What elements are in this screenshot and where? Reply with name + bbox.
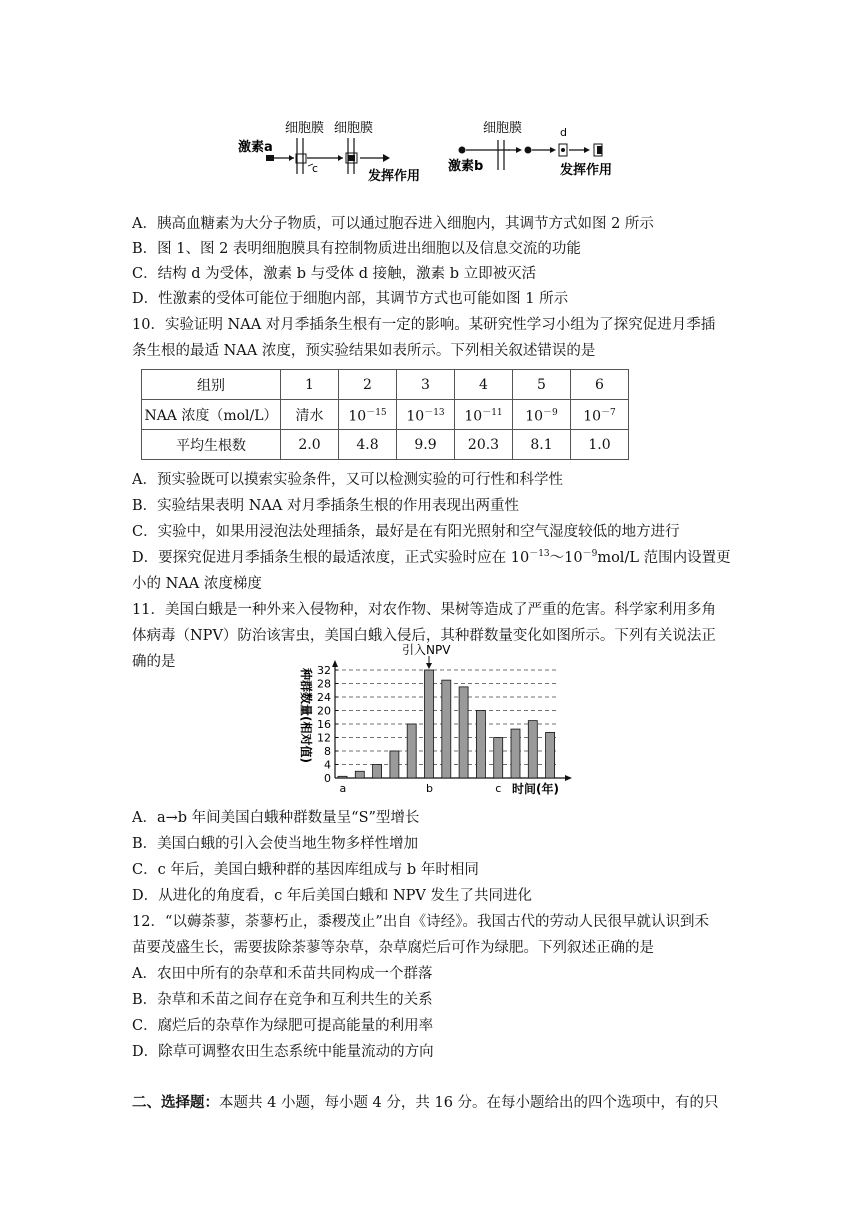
q10-option-d: D．要探究促进月季插条生根的最适浓度，正式实验时应在 $10^{-13}\sim 10^{-9}mol/L$ 范围内设置更 <box>132 549 731 566</box>
conc-cell: $10^{-9}$ <box>513 400 571 430</box>
bar <box>476 711 485 779</box>
x-mark-label: c <box>495 782 502 795</box>
hormone-a-shape <box>266 155 274 161</box>
roots-cell: 2.0 <box>281 430 339 460</box>
table-row <box>142 400 629 430</box>
q12-stem-line-2: 苗要茂盛生长，需要拔除荼蓼等杂草，杂草腐烂后可作为绿肥。下列叙述正确的是 <box>132 940 654 956</box>
roots-cell: 8.1 <box>513 430 571 460</box>
fig1-c-label: c <box>312 162 319 175</box>
fig1-membrane-label-1: 细胞膜 <box>285 121 325 136</box>
q12-stem-line-1: 12．“以薅荼蓼，荼蓼朽止，黍稷茂止”出自《诗经》。我国古代的劳动人民很早就认识到禾 <box>132 914 710 930</box>
group-cell: 4 <box>455 370 513 400</box>
y-tick-label: 0 <box>324 772 331 785</box>
conc-cell: 清水 <box>281 400 339 430</box>
q11-option-a: A．a→b 年间美国白蛾种群数量呈“S”型增长 <box>132 810 420 826</box>
table-row <box>142 430 629 460</box>
y-tick-label: 32 <box>317 664 331 677</box>
fig1-hormone-label: 激素a <box>238 140 273 155</box>
q10-option-d-line-2: 小的 NAA 浓度梯度 <box>132 576 262 592</box>
fig1-effect-label: 发挥作用 <box>368 169 421 184</box>
q12-option-d: D．除草可调整农田生态系统中能量流动的方向 <box>132 1044 434 1060</box>
fig2-membrane-label: 细胞膜 <box>483 121 523 136</box>
row-header-group: 组别 <box>142 370 281 400</box>
x-mark-label: a <box>339 782 347 795</box>
y-tick-label: 20 <box>317 704 331 718</box>
q9-option-d: D．性激素的受体可能位于细胞内部，其调节方式也可能如图 1 所示 <box>132 291 569 307</box>
q12-option-a: A．农田中所有的杂草和禾苗共同构成一个群落 <box>132 966 433 982</box>
q10-option-b: B．实验结果表明 NAA 对月季插条生根的作用表现出两重性 <box>132 498 520 514</box>
q11-stem-line-2: 体病毒（NPV）防治该害虫，美国白蛾入侵后，其种群数量变化如图所示。下列有关说法正 <box>132 628 716 644</box>
conc-cell: $10^{-11}$ <box>455 400 513 430</box>
q11-stem-line-3: 确的是 <box>132 654 176 670</box>
q11-option-b: B．美国白蛾的引入会使当地生物多样性增加 <box>132 836 419 852</box>
y-tick-label: 4 <box>324 758 331 772</box>
population-chart <box>290 640 580 800</box>
x-mark-label: b <box>426 782 433 795</box>
q9-option-a: A．胰高血糖素为大分子物质，可以通过胞吞进入细胞内，其调节方式如图 2 所示 <box>132 216 654 232</box>
bar <box>494 738 503 779</box>
roots-cell: 9.9 <box>397 430 455 460</box>
roots-cell: 20.3 <box>455 430 513 460</box>
bar <box>511 729 520 778</box>
section2-heading <box>132 1091 719 1112</box>
q10-option-c: C．实验中，如果用浸泡法处理插条，最好是在有阳光照射和空气湿度较低的地方进行 <box>132 524 680 540</box>
y-tick-label: 8 <box>324 745 331 758</box>
bar <box>425 670 434 778</box>
hormone-mechanism-figures <box>230 112 650 192</box>
y-tick-label: 12 <box>317 731 331 745</box>
y-tick-label: 24 <box>317 691 331 704</box>
group-cell: 3 <box>397 370 455 400</box>
bar <box>355 771 364 778</box>
naa-table <box>141 369 629 460</box>
table-row <box>142 370 629 400</box>
q11-option-c: C．c 年后，美国白蛾种群的基因库组成与 b 年时相同 <box>132 862 479 878</box>
q9-option-b: B．图 1、图 2 表明细胞膜具有控制物质进出细胞以及信息交流的功能 <box>132 241 581 257</box>
bar <box>373 765 382 779</box>
annotation-arrowhead <box>426 663 432 669</box>
group-cell: 5 <box>513 370 571 400</box>
roots-cell: 1.0 <box>571 430 629 460</box>
bar <box>459 687 468 778</box>
fig2-hormone-label: 激素b <box>448 159 484 174</box>
q10-stem-line-1: 10．实验证明 NAA 对月季插条生根有一定的影响。某研究性学习小组为了探究促进月季插 <box>132 317 716 333</box>
roots-cell: 4.8 <box>339 430 397 460</box>
section2-text: 本题共 4 小题，每小题 4 分，共 16 分。在每小题给出的四个选项中，有的只 <box>219 1095 719 1111</box>
bar <box>546 732 555 778</box>
conc-cell: $10^{-7}$ <box>571 400 629 430</box>
y-axis-arrow <box>332 660 338 667</box>
group-cell: 2 <box>339 370 397 400</box>
conc-cell: $10^{-13}$ <box>397 400 455 430</box>
q10-option-a: A．预实验既可以摸索实验条件，又可以检测实验的可行性和科学性 <box>132 472 563 488</box>
bar <box>528 721 537 778</box>
group-cell: 1 <box>281 370 339 400</box>
chart-annotation: 引入NPV <box>402 643 451 657</box>
y-tick-label: 16 <box>317 718 331 731</box>
hormone-b-shape <box>459 147 466 154</box>
q12-option-b: B．杂草和禾苗之间存在竞争和互利共生的关系 <box>132 992 433 1008</box>
fig1-membrane-label-2: 细胞膜 <box>334 121 374 136</box>
q11-stem-line-1: 11．美国白蛾是一种外来入侵物种，对农作物、果树等造成了严重的危害。科学家利用多角 <box>132 602 716 618</box>
group-cell: 6 <box>571 370 629 400</box>
section2-title: 二、选择题： <box>132 1094 219 1111</box>
fig2-d-label: d <box>560 126 567 139</box>
bar <box>407 724 416 778</box>
q11-option-d: D．从进化的角度看，c 年后美国白蛾和 NPV 发生了共同进化 <box>132 888 532 904</box>
chart-ylabel: 种群数量(相对值) <box>299 668 313 763</box>
bar <box>390 751 399 778</box>
row-header-conc: NAA 浓度（mol/L） <box>142 400 281 430</box>
q10-stem-line-2: 条生根的最适 NAA 浓度，预实验结果如表所示。下列相关叙述错误的是 <box>132 343 596 359</box>
conc-cell: $10^{-15}$ <box>339 400 397 430</box>
bar <box>442 680 451 778</box>
fig2-effect-label: 发挥作用 <box>560 163 613 178</box>
row-header-roots: 平均生根数 <box>142 430 281 460</box>
bar <box>338 776 347 778</box>
chart-xlabel: 时间(年) <box>512 782 559 796</box>
x-axis-arrow <box>565 775 572 781</box>
y-tick-label: 28 <box>317 677 331 691</box>
q9-option-c: C．结构 d 为受体，激素 b 与受体 d 接触，激素 b 立即被灭活 <box>132 266 537 282</box>
q12-option-c: C．腐烂后的杂草作为绿肥可提高能量的利用率 <box>132 1018 434 1034</box>
